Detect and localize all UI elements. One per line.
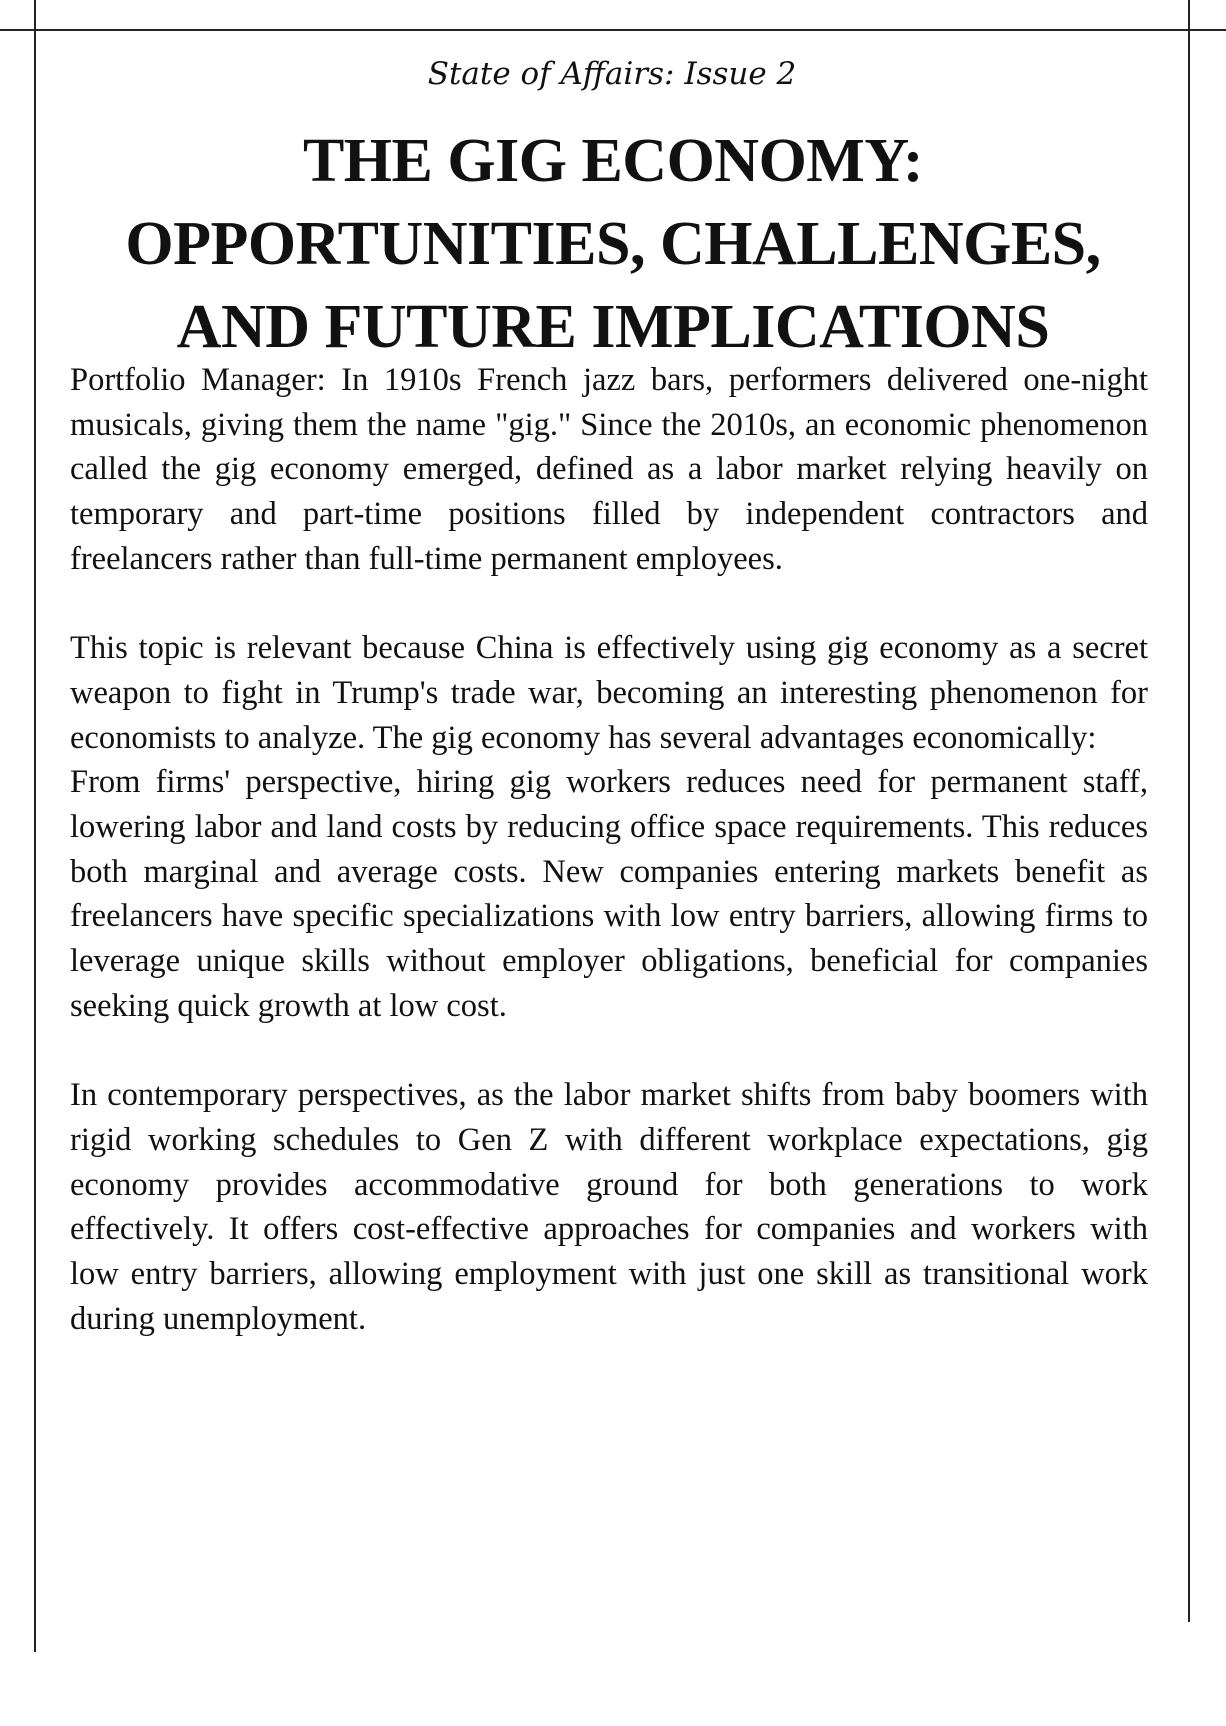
issue-label: State of Affairs: Issue 2 (427, 56, 797, 92)
paragraph-intro: Portfolio Manager: In 1910s French jazz bars, performers delivered one-night musicals, giving them the name "gig." Since the 2010s, an economic phenomenon called the gig economy emerged, defined as a labor market relying heavily on temporary and part-time positions filled by independent contractors and freelancers rather than full-time permanent employees. (70, 362, 1148, 577)
article-body (70, 358, 1148, 1341)
left-border-rule (34, 0, 36, 1652)
paragraph-relevance: This topic is relevant because China is effectively using gig economy as a secret weapon to fight in Trump's trade war, becoming an interesting phenomenon for economists to analyze. The gig economy has several advantages economically: (70, 630, 1148, 756)
paragraph-contemporary: In contemporary perspectives, as the labor market shifts from baby boomers with rigid working schedules to Gen Z with different workplace expectations, gig economy provides accommodative ground for both generations to work effectively. It offers cost-effective approaches for companies and workers with low entry barriers, allowing employment with just one skill as transitional work during unemployment. (70, 1077, 1148, 1337)
right-border-rule (1188, 0, 1190, 1622)
article-title: THE GIG ECONOMY: OPPORTUNITIES, CHALLENGES, AND FUTURE IMPLICATIONS (125, 127, 1101, 361)
paragraph-firms-perspective: From firms' perspective, hiring gig workers reduces need for permanent staff, lowering labor and land costs by reducing office space requirements. This reduces both marginal and average costs. New companies entering markets benefit as freelancers have specific specializations with low entry barriers, allowing firms to leverage unique skills without employer obligations, beneficial for companies seeking quick growth at low cost. (70, 764, 1148, 1024)
top-border-rule (0, 29, 1226, 31)
